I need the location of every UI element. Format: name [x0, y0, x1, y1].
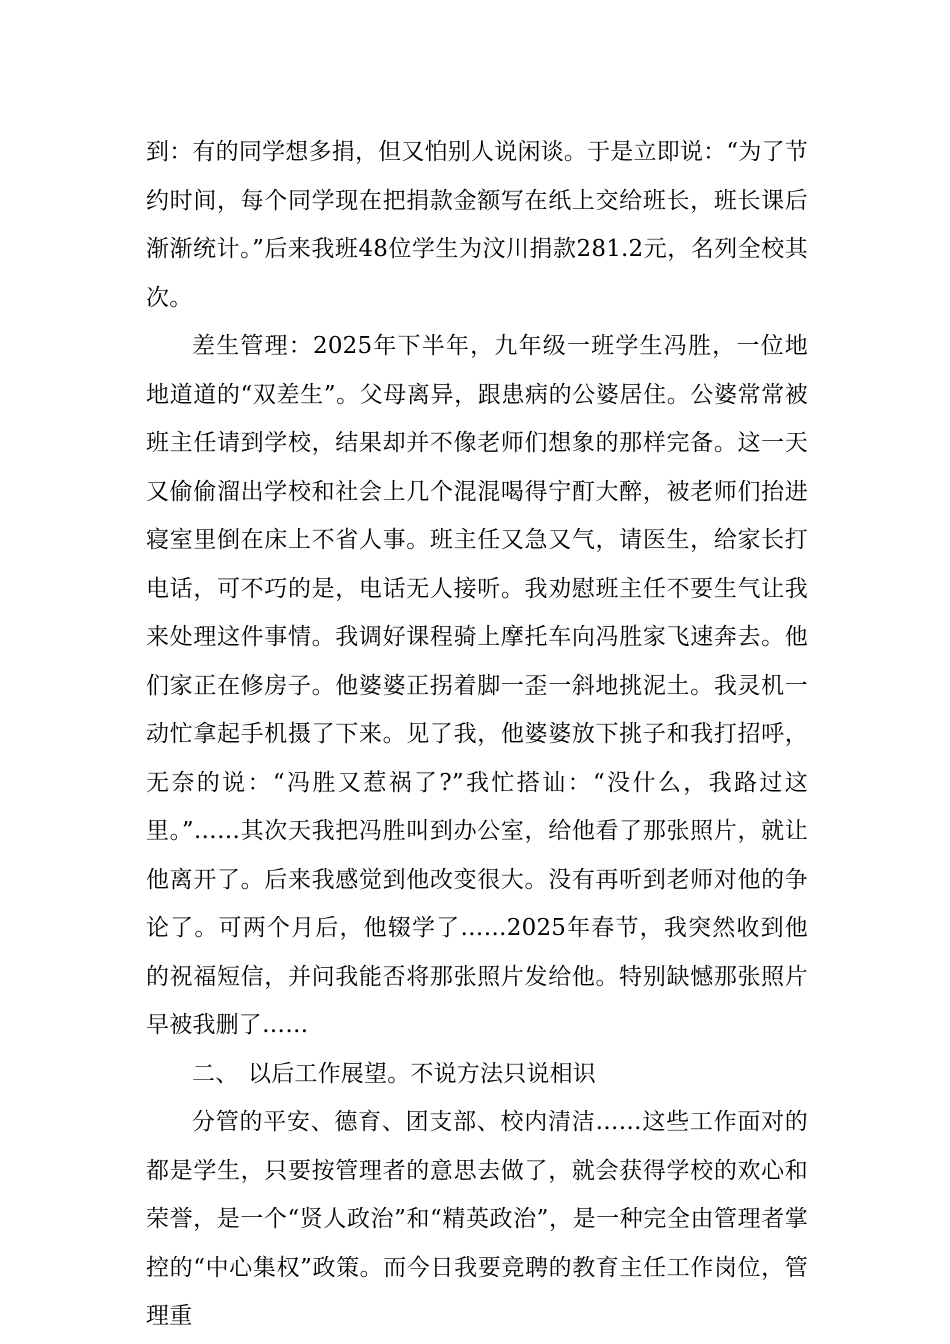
document-body — [146, 128, 808, 1341]
section-heading — [146, 1050, 808, 1099]
section-heading-title: 以后工作展望。不说方法只说相识 — [248, 1060, 596, 1087]
paragraph-work-outlook: 分管的平安、德育、团支部、校内清洁……这些工作面对的都是学生，只要按管理者的意思去做了，就会获得学校的欢心和荣誉，是一个“贤人政治”和“精英政治”，是一种完全由管理者掌控的“中心集权”政策。而今日我要竞聘的教育主任工作岗位，管理重 — [146, 1109, 808, 1329]
paragraph-problem-student: 差生管理：2025年下半年，九年级一班学生冯胜，一位地地道道的“双差生”。父母离异，跟患病的公婆居住。公婆常常被班主任请到学校，结果却并不像老师们想象的那样完备。这一天又偷偷溜出学校和社会上几个混混喝得宁酊大醉，被老师们抬进寝室里倒在床上不省人事。班主任又急又气，请医生，给家长打电话，可不巧的是，电话无人接听。我劝慰班主任不要生气让我来处理这件事情。我调好课程骑上摩托车向冯胜家飞速奔去。他们家正在修房子。他婆婆正拐着脚一歪一斜地挑泥土。我灵机一动忙拿起手机摄了下来。见了我，他婆婆放下挑子和我打招呼，无奈的说：“冯胜又惹祸了?”我忙搭讪：“没什么，我路过这里。”……其次天我把冯胜叫到办公室，给他看了那张照片，就让他离开了。后来我感觉到他改变很大。没有再听到老师对他的争论了。可两个月后，他辍学了……2025年春节，我突然收到他的祝福短信，并问我能否将那张照片发给他。特别缺憾那张照片早被我删了…… — [146, 333, 808, 1038]
paragraph-donation-continued: 到：有的同学想多捐，但又怕别人说闲谈。于是立即说：“为了节约时间，每个同学现在把捐款金额写在纸上交给班长，班长课后渐渐统计。”后来我班48位学生为汶川捐款281.2元，名列全校其次。 — [146, 139, 808, 311]
section-heading-number: 二、 — [192, 1060, 239, 1087]
